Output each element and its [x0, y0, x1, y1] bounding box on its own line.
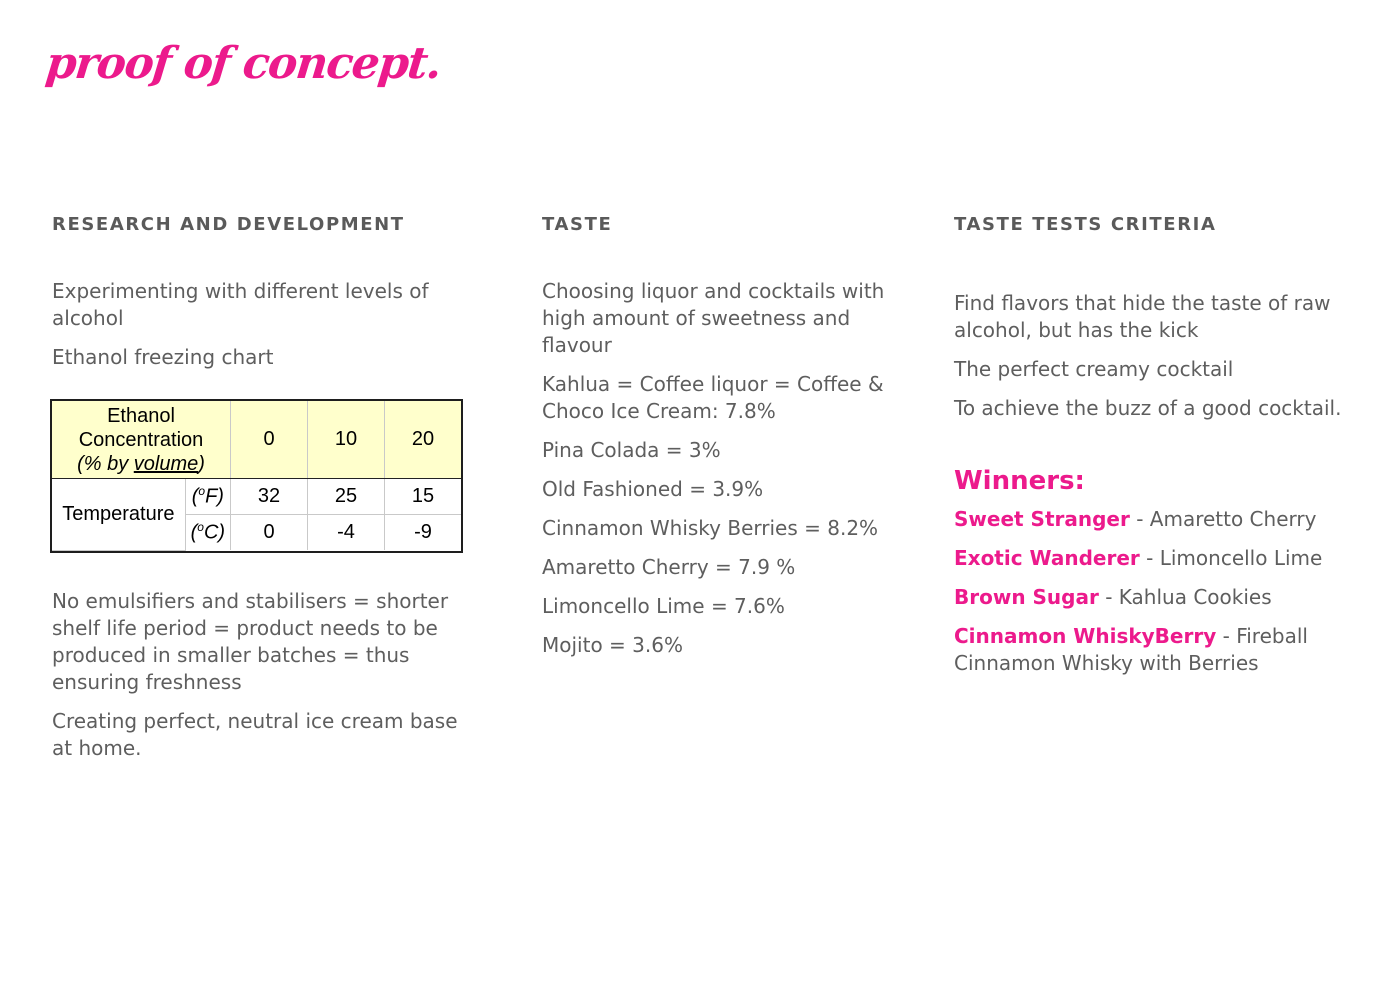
- research-paragraph: Creating perfect, neutral ice cream base at home.: [52, 708, 458, 760]
- unit-celsius: [185, 515, 230, 551]
- taste-item: Limoncello Lime = 7.6%: [542, 594, 785, 618]
- winners-title: Winners:: [954, 466, 1085, 496]
- unit-fahrenheit: [185, 479, 230, 515]
- concentration-cell: 20: [385, 401, 462, 479]
- criteria-item: To achieve the buzz of a good cocktail.: [954, 396, 1342, 420]
- temp-cell: 25: [308, 479, 385, 515]
- winner-item: [954, 584, 1364, 611]
- criteria-heading: TASTE TESTS CRITERIA: [954, 214, 1217, 235]
- criteria-column: [954, 212, 1364, 689]
- taste-heading: TASTE: [542, 214, 613, 235]
- winner-description: - Amaretto Cherry: [1129, 507, 1317, 531]
- ethanol-freezing-table: [52, 401, 461, 551]
- page-title: proof of concept.: [43, 38, 443, 89]
- header-line: Ethanol: [107, 404, 175, 427]
- concentration-cell: 10: [308, 401, 385, 479]
- taste-body: [542, 278, 912, 659]
- criteria-item: The perfect creamy cocktail: [954, 357, 1234, 381]
- winner-item: [954, 506, 1364, 533]
- unit-text: (: [190, 521, 198, 544]
- header-text: ): [198, 452, 205, 475]
- winner-description: - Kahlua Cookies: [1098, 585, 1272, 609]
- chart-header-row: [52, 401, 461, 479]
- header-text: volume: [133, 452, 199, 475]
- temp-cell: 0: [231, 515, 308, 551]
- winner-description: - Limoncello Lime: [1139, 546, 1323, 570]
- taste-item: Amaretto Cherry = 7.9 %: [542, 555, 796, 579]
- unit-text: F): [205, 485, 224, 508]
- unit-degree: o: [197, 520, 204, 535]
- research-heading: RESEARCH AND DEVELOPMENT: [52, 214, 405, 235]
- winner-item: [954, 623, 1364, 677]
- research-paragraph: No emulsifiers and stabilisers = shorter shelf life period = product needs to be produced in smaller batches = thus ensuring freshness: [52, 588, 449, 694]
- taste-item: Old Fashioned = 3.9%: [542, 477, 764, 501]
- taste-item: Choosing liquor and cocktails with high amount of sweetness and flavour: [542, 279, 885, 357]
- unit-degree: o: [198, 484, 206, 499]
- ethanol-freezing-chart: [50, 399, 463, 553]
- research-paragraph: Experimenting with different levels of alcohol: [52, 279, 429, 330]
- research-paragraph: Ethanol freezing chart: [52, 345, 274, 369]
- header-line: [52, 452, 230, 476]
- research-body: [52, 278, 472, 762]
- taste-item: Mojito = 3.6%: [542, 633, 683, 657]
- winner-item: [954, 545, 1364, 572]
- research-column: [52, 212, 472, 774]
- taste-item: Pina Colada = 3%: [542, 438, 721, 462]
- temp-cell: 15: [385, 479, 462, 515]
- unit-text: C): [203, 521, 226, 544]
- fahrenheit-row: [52, 479, 461, 515]
- winner-name: Sweet Stranger: [954, 507, 1130, 531]
- temp-cell: -4: [308, 515, 385, 551]
- winner-name: Cinnamon WhiskyBerry: [954, 624, 1217, 648]
- concentration-cell: 0: [231, 401, 308, 479]
- taste-column: [542, 212, 912, 671]
- temp-cell: -9: [385, 515, 462, 551]
- research-notes: [52, 588, 472, 762]
- winner-name: Brown Sugar: [954, 585, 1099, 609]
- criteria-body: [954, 290, 1364, 677]
- temperature-label: Temperature: [52, 479, 185, 551]
- taste-item: Kahlua = Coffee liquor = Coffee & Choco Ice Cream: 7.8%: [542, 372, 884, 423]
- header-line: Concentration: [78, 428, 204, 451]
- unit-text: (: [191, 485, 199, 508]
- header-text: (% by: [77, 452, 134, 475]
- ethanol-concentration-header: [52, 401, 231, 479]
- winner-name: Exotic Wanderer: [954, 546, 1140, 570]
- temp-cell: 32: [231, 479, 308, 515]
- criteria-item: Find flavors that hide the taste of raw alcohol, but has the kick: [954, 291, 1331, 342]
- taste-item: Cinnamon Whisky Berries = 8.2%: [542, 516, 879, 540]
- winner-description: - Fireball Cinnamon Whisky with Berries: [954, 624, 1308, 675]
